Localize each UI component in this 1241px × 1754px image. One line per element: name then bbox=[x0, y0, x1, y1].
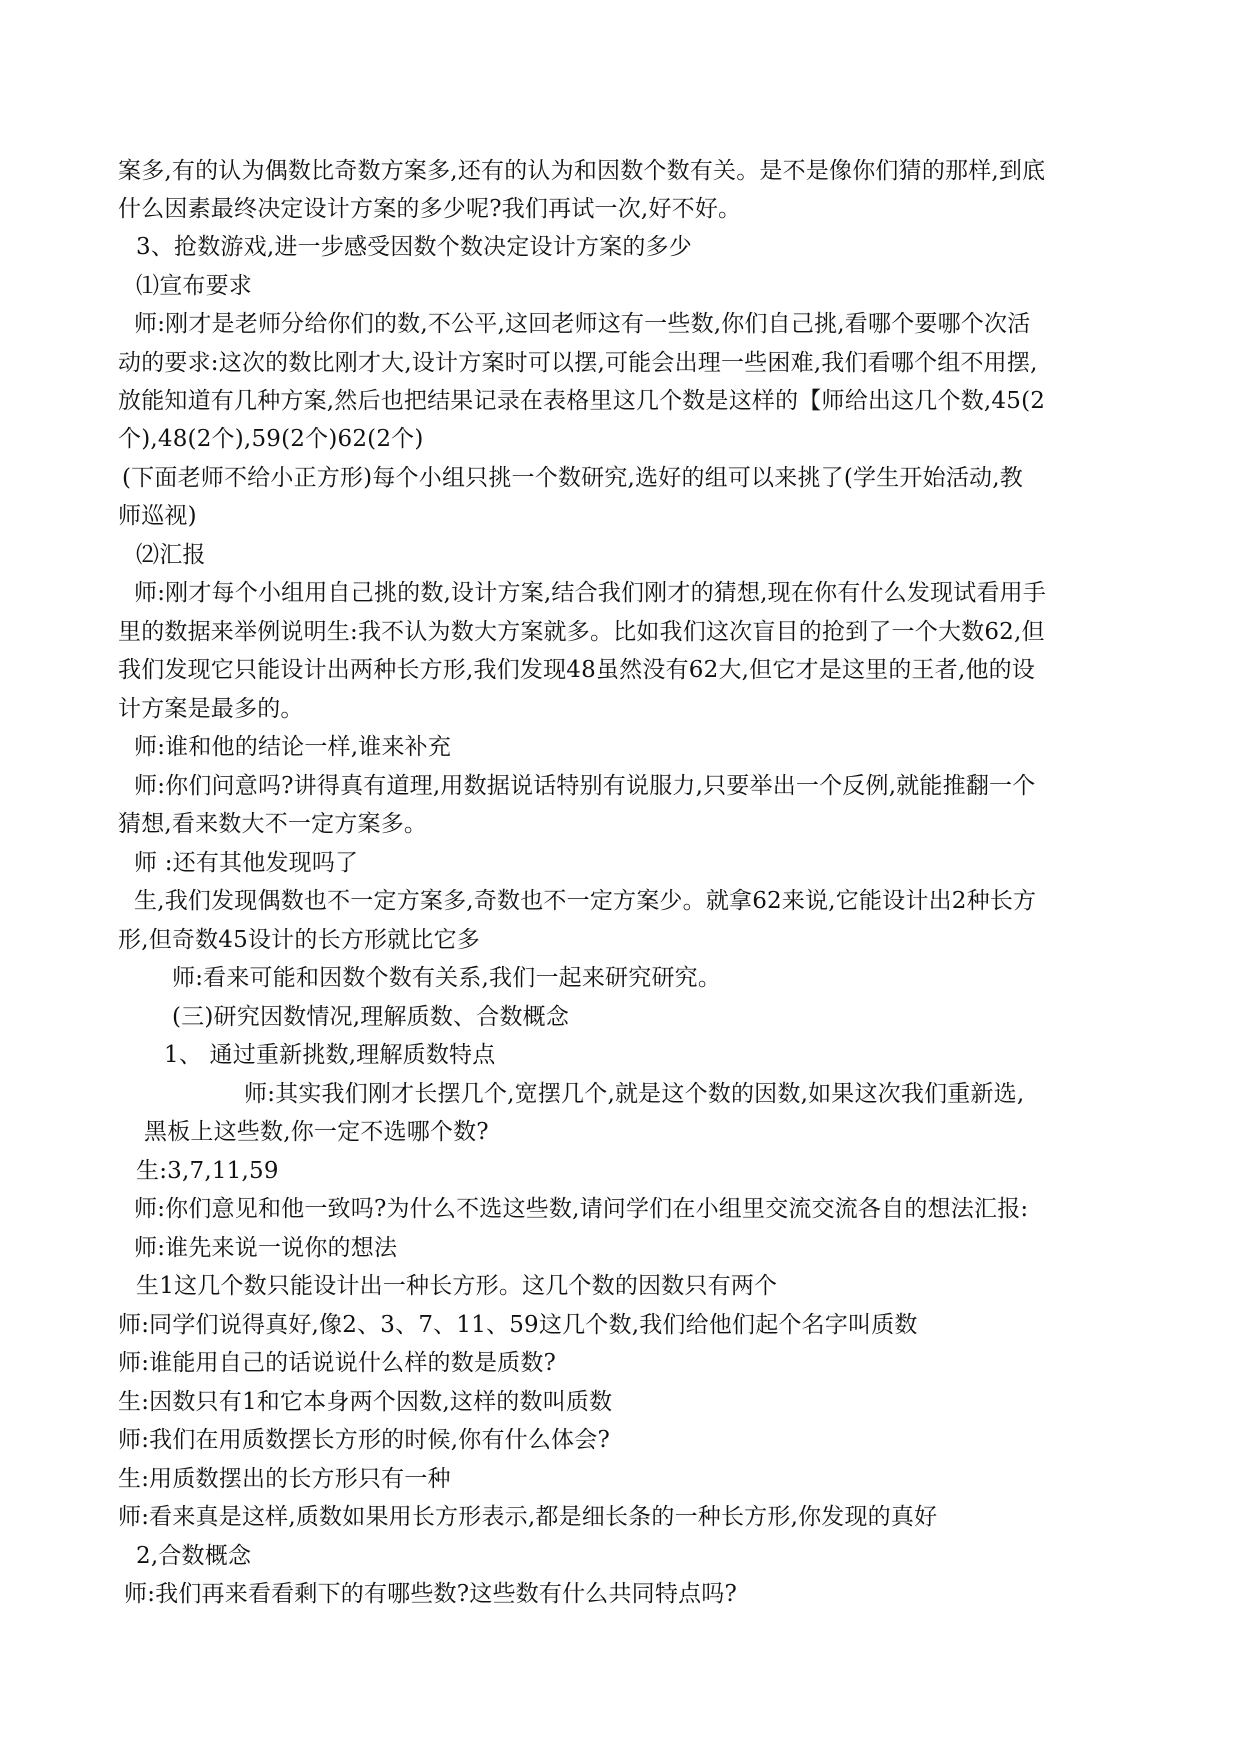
text-line: 生:3,7,11,59 bbox=[136, 1158, 279, 1184]
text-line: 师:你们问意吗?讲得真有道理,用数据说话特别有说服力,只要举出一个反例,就能推翻一个 bbox=[134, 773, 1036, 799]
text-line: 形,但奇数45设计的长方形就比它多 bbox=[118, 927, 480, 953]
text-line: 师:其实我们刚才长摆几个,宽摆几个,就是这个数的因数,如果这次我们重新选, bbox=[244, 1081, 1025, 1107]
text-line: (下面老师不给小正方形)每个小组只挑一个数研究,选好的组可以来挑了(学生开始活动,教 bbox=[122, 465, 1023, 491]
text-line: 案多,有的认为偶数比奇数方案多,还有的认为和因数个数有关。是不是像你们猜的那样,到底 bbox=[118, 158, 1046, 184]
text-line: 师:谁能用自己的话说说什么样的数是质数? bbox=[118, 1350, 557, 1376]
text-line: 师:刚才是老师分给你们的数,不公平,这回老师这有一些数,你们自己挑,看哪个要哪个次活 bbox=[134, 311, 1031, 337]
text-line: 放能知道有几种方案,然后也把结果记录在表格里这几个数是这样的【师给出这几个数,45(2 bbox=[118, 388, 1046, 414]
text-line: 师巡视) bbox=[118, 503, 197, 529]
text-line: 师 :还有其他发现吗了 bbox=[134, 850, 359, 876]
text-line: 师:谁先来说一说你的想法 bbox=[134, 1235, 398, 1261]
text-line: 师:谁和他的结论一样,谁来补充 bbox=[134, 734, 452, 760]
text-line: 生:因数只有1和它本身两个因数,这样的数叫质数 bbox=[118, 1389, 613, 1415]
text-line: 黑板上这些数,你一定不选哪个数? bbox=[144, 1119, 489, 1145]
text-line: 师:看来真是这样,质数如果用长方形表示,都是细长条的一种长方形,你发现的真好 bbox=[118, 1504, 938, 1530]
text-line: 3、抢数游戏,进一步感受因数个数决定设计方案的多少 bbox=[136, 234, 692, 260]
text-line: 动的要求:这次的数比刚才大,设计方案时可以摆,可能会出理一些困难,我们看哪个组不用摆, bbox=[118, 350, 1038, 376]
text-line: (三)研究因数情况,理解质数、合数概念 bbox=[172, 1004, 570, 1030]
text-line: 2,合数概念 bbox=[136, 1543, 252, 1569]
text-line: 里的数据来举例说明生:我不认为数大方案就多。比如我们这次盲目的抢到了一个大数62,但 bbox=[118, 619, 1045, 645]
text-line: 师:看来可能和因数个数有关系,我们一起来研究研究。 bbox=[172, 965, 722, 991]
text-line: 我们发现它只能设计出两种长方形,我们发现48虽然没有62大,但它才是这里的王者,他的设 bbox=[118, 657, 1036, 683]
text-line: 生,我们发现偶数也不一定方案多,奇数也不一定方案少。就拿62来说,它能设计出2种长方 bbox=[134, 888, 1037, 914]
text-line: 猜想,看来数大不一定方案多。 bbox=[118, 811, 428, 837]
text-line: ⑴宣布要求 bbox=[136, 273, 252, 299]
text-line: ⑵汇报 bbox=[136, 542, 206, 568]
text-line: 师:我们在用质数摆长方形的时候,你有什么体会? bbox=[118, 1427, 610, 1453]
text-line: 生1这几个数只能设计出一种长方形。这几个数的因数只有两个 bbox=[136, 1273, 778, 1299]
text-line: 生:用质数摆出的长方形只有一种 bbox=[118, 1466, 451, 1492]
text-line: 师:我们再来看看剩下的有哪些数?这些数有什么共同特点吗? bbox=[124, 1581, 738, 1607]
text-line: 什么因素最终决定设计方案的多少呢?我们再试一次,好不好。 bbox=[118, 196, 742, 222]
text-line: 计方案是最多的。 bbox=[118, 696, 304, 722]
text-line: 1、 通过重新挑数,理解质数特点 bbox=[164, 1042, 496, 1068]
text-line: 师:你们意见和他一致吗?为什么不选这些数,请问学们在小组里交流交流各自的想法汇报: bbox=[134, 1196, 1029, 1222]
text-line: 个),48(2个),59(2个)62(2个) bbox=[118, 426, 424, 452]
text-line: 师:刚才每个小组用自己挑的数,设计方案,结合我们刚才的猜想,现在你有什么发现试看用手 bbox=[134, 580, 1047, 606]
text-line: 师:同学们说得真好,像2、3、7、11、59这几个数,我们给他们起个名字叫质数 bbox=[118, 1312, 918, 1338]
